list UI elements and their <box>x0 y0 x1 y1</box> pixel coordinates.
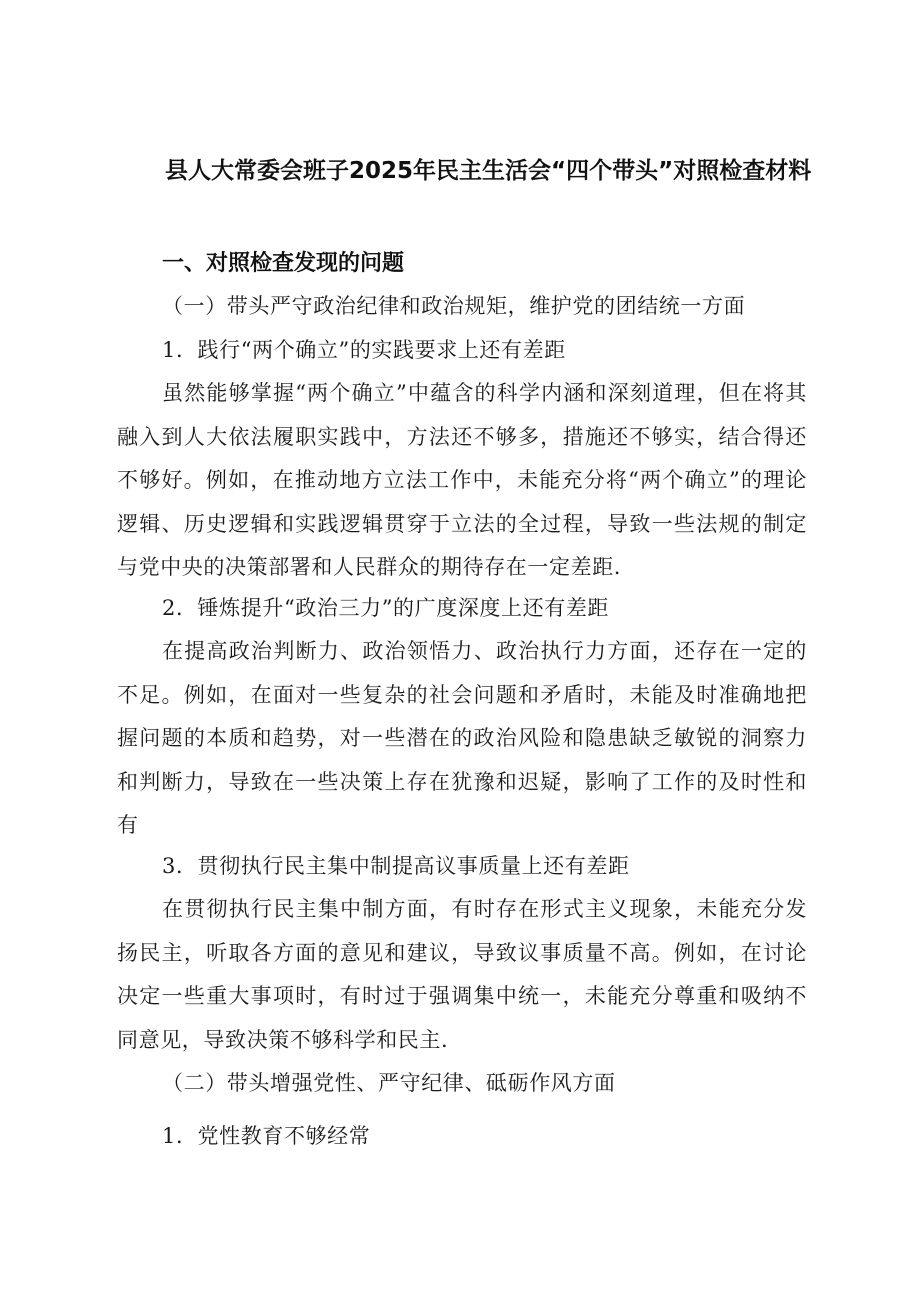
subsection-heading: （一）带头严守政治纪律和政治规矩，维护党的团结统一方面 <box>162 294 746 318</box>
item-heading: 2．锤炼提升“政治三力”的广度深度上还有差距 <box>162 596 610 620</box>
item-heading: 1．党性教育不够经常 <box>162 1124 371 1148</box>
item-heading: 1．践行“两个确立”的实践要求上还有差距 <box>162 338 566 362</box>
item-body: 在提高政治判断力、政治领悟力、政治执行力方面，还存在一定的不足。例如，在面对一些复杂的社会问题和矛盾时，未能及时准确地把握问题的本质和趋势，对一些潜在的政治风险和隐患缺乏敏锐的洞察力和判断力，导致在一些决策上存在犹豫和迟疑，影响了工作的及时性和有 <box>117 639 807 837</box>
section-heading: 一、对照检查发现的问题 <box>162 251 405 276</box>
document-title: 县人大常委会班子2025年民主生活会“四个带头”对照检查材料 <box>165 158 812 184</box>
subsection-heading: （二）带头增强党性、严守纪律、砥砺作风方面 <box>162 1071 616 1095</box>
item-body: 虽然能够掌握“两个确立”中蕴含的科学内涵和深刻道理，但在将其融入到人大依法履职实践中，方法还不够多，措施还不够实，结合得还不够好。例如，在推动地方立法工作中，未能充分将“两个确立”的理论逻辑、历史逻辑和实践逻辑贯穿于立法的全过程，导致一些法规的制定与党中央的决策部署和人民群众的期待存在一定差距. <box>117 381 807 579</box>
item-heading: 3．贯彻执行民主集中制提高议事质量上还有差距 <box>162 854 630 878</box>
item-body: 在贯彻执行民主集中制方面，有时存在形式主义现象，未能充分发扬民主，听取各方面的意见和建议，导致议事质量不高。例如，在讨论决定一些重大事项时，有时过于强调集中统一，未能充分尊重和吸纳不同意见，导致决策不够科学和民主. <box>117 897 807 1052</box>
